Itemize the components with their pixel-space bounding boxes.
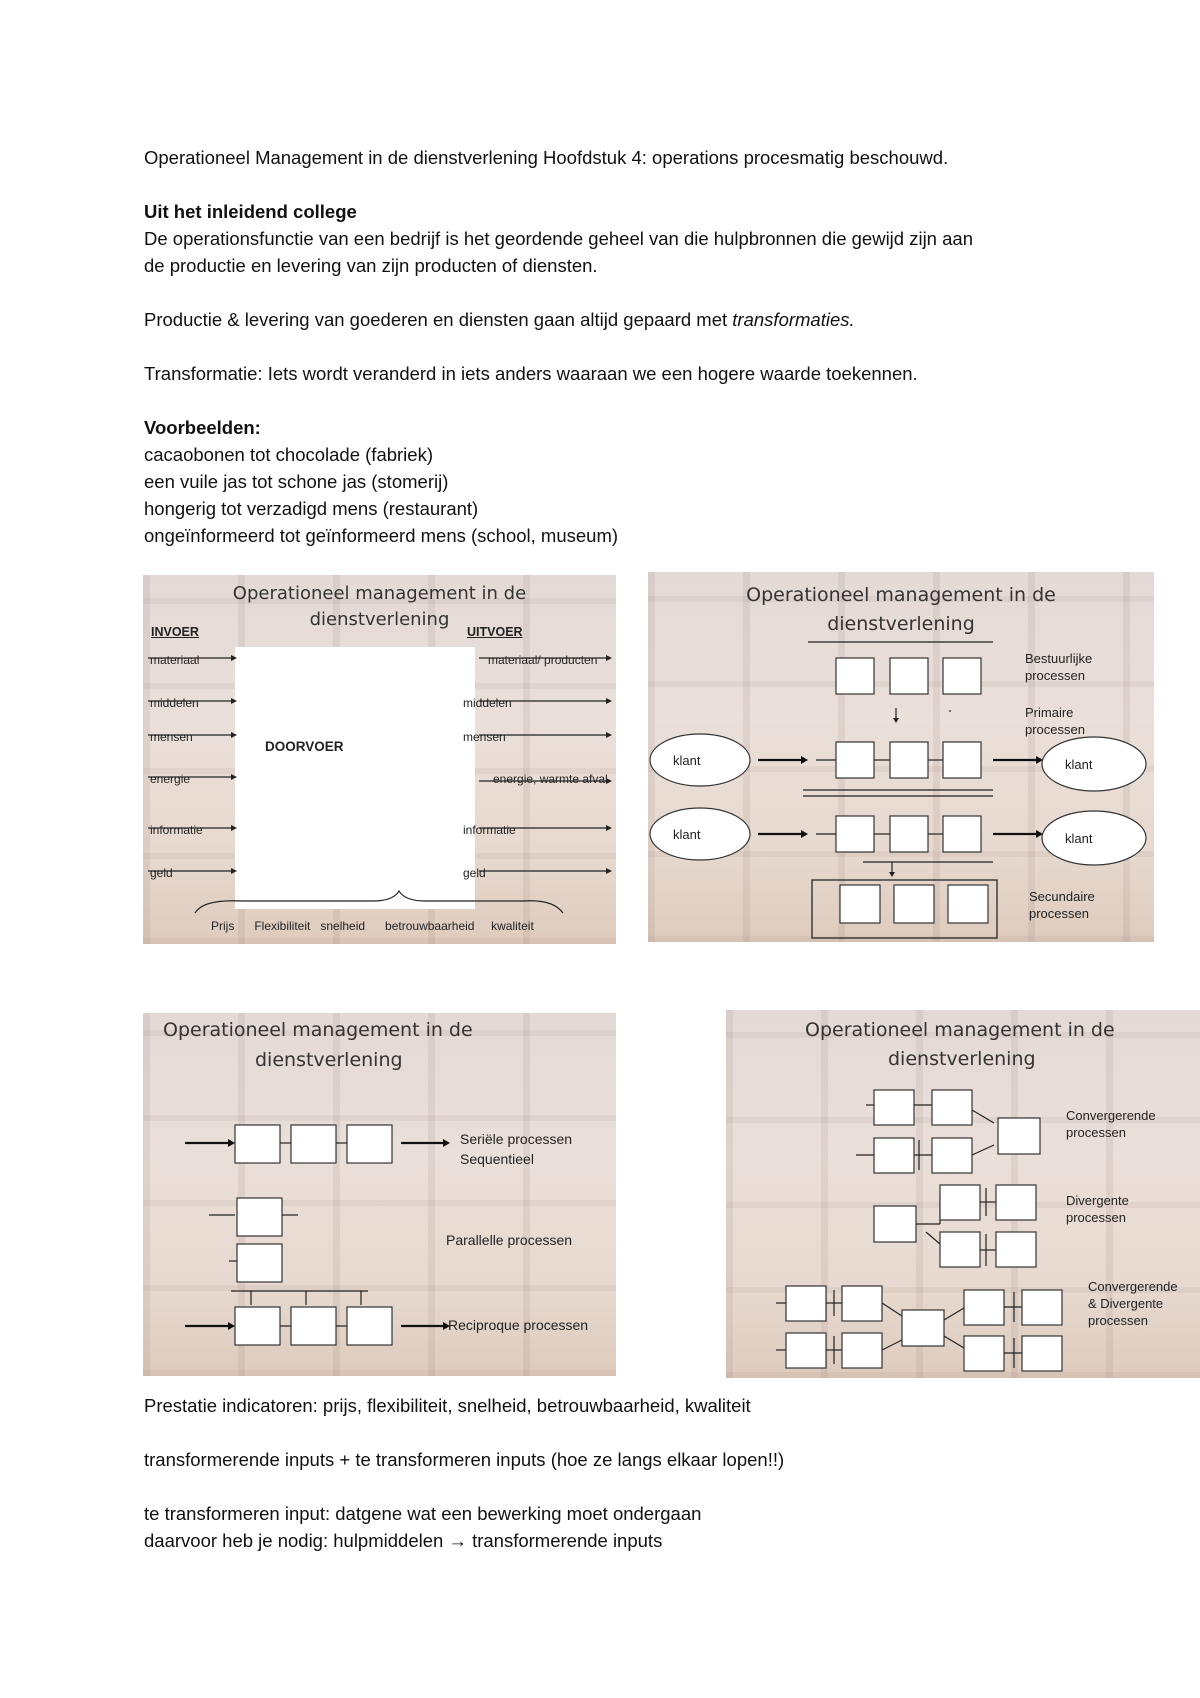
klant-label: klant [1065, 757, 1093, 772]
slide-diagram [143, 575, 616, 944]
convergerende-label: Convergerende [1066, 1108, 1156, 1123]
output-label: informatie [463, 823, 516, 837]
output-label: middelen [463, 696, 512, 710]
klant-label: klant [673, 827, 701, 842]
reciproque-processen-label: Reciproque processen [448, 1317, 589, 1333]
convergerende-divergente-label-1: Convergerende [1088, 1279, 1178, 1294]
slide-title-line-2: dienstverlening [255, 1049, 403, 1071]
divergente-processen-label: processen [1066, 1210, 1126, 1225]
slide-title-line-2: dienstverlening [827, 613, 975, 635]
intro-title: Uit het inleidend college [144, 201, 357, 222]
bestuurlijke-processen-label: Bestuurlijke processen [1025, 651, 1093, 683]
prestatie-indicatoren: Prestatie indicatoren: prijs, flexibiliteit, snelheid, betrouwbaarheid, kwaliteit [144, 1395, 751, 1416]
voorbeeld-item: ongeïnformeerd tot geïnformeerd mens (school, museum) [144, 525, 619, 546]
transformerende-inputs-line: transformerende inputs + te transformeren inputs (hoe ze langs elkaar lopen!!) [144, 1449, 785, 1470]
parallelle-processen-label: Parallelle processen [446, 1232, 573, 1248]
daarvoor-line: daarvoor heb je nodig: hulpmiddelen → transformerende inputs [144, 1530, 663, 1551]
primaire-processen-label: Primaire processen [1025, 705, 1085, 737]
transformatie-definition: Transformatie: Iets wordt veranderd in iets anders waaraan we een hogere waarde toekennen. [144, 363, 918, 384]
doorvoer-label: DOORVOER [265, 739, 344, 754]
convergerende-divergente-label-2: & Divergente [1088, 1296, 1164, 1311]
te-transformeren-input-line: te transformeren input: datgene wat een bewerking moet ondergaan [144, 1503, 702, 1524]
productie-paragraph [144, 306, 855, 333]
slide-title-line-2: dienstverlening [309, 609, 450, 630]
input-label: energie [150, 772, 191, 786]
uitvoer-label: UITVOER [467, 625, 523, 639]
output-label: energie, warmte afval [493, 772, 608, 786]
voorbeeld-item: een vuile jas tot schone jas (stomerij) [144, 471, 449, 492]
sequentieel-label: Sequentieel [460, 1151, 534, 1167]
input-label: geld [150, 866, 173, 880]
output-label: mensen [463, 730, 506, 744]
prestatie-indicator-labels: Prijs Flexibiliteit snelheid betrouwbaarheid kwaliteit [211, 919, 534, 933]
input-label: informatie [150, 823, 203, 837]
productie-text: Productie & levering van goederen en diensten gaan altijd gepaard met [144, 309, 728, 330]
secundaire-processen-label: Secundaire processen [1029, 889, 1095, 921]
output-label: geld [463, 866, 486, 880]
input-label: materiaal [150, 653, 200, 667]
voorbeeld-item: hongerig tot verzadigd mens (restaurant) [144, 498, 479, 519]
divergente-label: Divergente [1066, 1193, 1129, 1208]
slide-title-line-1: Operationeel management in de [805, 1019, 1115, 1041]
voorbeeld-item: cacaobonen tot chocolade (fabriek) [144, 444, 433, 465]
slide-serieel-parallel-reciproque [143, 1013, 616, 1376]
slide-convergerende-divergente [726, 1010, 1200, 1378]
slide-title-line-1: Operationeel management in de [232, 583, 527, 604]
input-label: middelen [150, 696, 199, 710]
voorbeelden-title: Voorbeelden: [144, 417, 261, 438]
slide-title-line-1: Operationeel management in de [746, 584, 1056, 606]
convergerende-divergente-label-3: processen [1088, 1313, 1148, 1328]
slide-processen-klant [648, 572, 1154, 942]
intro-line-2: de productie en levering van zijn producten of diensten. [144, 255, 598, 276]
slide-invoer-doorvoer-uitvoer [143, 575, 616, 944]
klant-label: klant [1065, 831, 1093, 846]
slide-title-line-2: dienstverlening [888, 1048, 1036, 1070]
input-label: mensen [150, 730, 193, 744]
seriele-processen-label: Seriële processen [460, 1131, 573, 1147]
intro-line-1: De operationsfunctie van een bedrijf is het geordende geheel van die hulpbronnen die gewijd zijn aan [144, 228, 973, 249]
document-heading: Operationeel Management in de dienstverlening Hoofdstuk 4: operations procesmatig beschouwd. [144, 147, 949, 168]
klant-label: klant [673, 753, 701, 768]
output-label: materiaal/ producten [488, 653, 598, 667]
convergerende-processen-label: processen [1066, 1125, 1126, 1140]
invoer-label: INVOER [151, 625, 199, 639]
slide-title-line-1: Operationeel management in de [163, 1019, 473, 1041]
productie-italic: transformaties. [732, 309, 855, 330]
